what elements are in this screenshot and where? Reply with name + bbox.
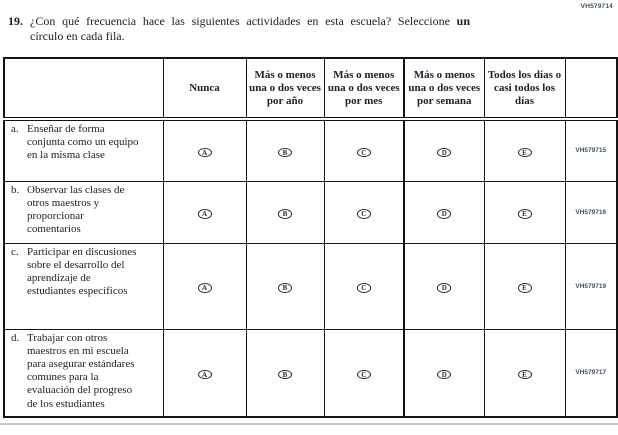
frequency-matrix-table — [3, 57, 618, 418]
form-code-top-right: VH579714 — [580, 3, 613, 10]
row-b-text: Observar las clases de otros maestros y proporcionar comentarios — [27, 183, 125, 236]
radio-b-por-semana[interactable]: D — [437, 209, 451, 219]
radio-c-por-ano[interactable]: B — [278, 283, 292, 293]
radio-b-nunca[interactable]: A — [198, 209, 212, 219]
radio-c-nunca[interactable]: A — [198, 283, 212, 293]
radio-b-por-mes[interactable]: C — [357, 209, 371, 219]
row-c-label — [4, 243, 163, 329]
code-column-header — [565, 58, 617, 119]
question-19 — [8, 14, 478, 44]
row-d-letter: d. — [11, 331, 20, 344]
table-row-d — [4, 329, 617, 417]
header-row — [4, 58, 617, 119]
row-d-text: Trabajar con otros maestros en mi escuela para asegurar estándares comunes para la evaluación del progreso de los estudiantes — [27, 331, 135, 410]
row-d-label — [4, 329, 163, 417]
question-text-before: ¿Con qué frecuencia hace las siguientes actividades en esta escuela? Seleccione — [30, 14, 450, 28]
row-b-item-code: VH579716 — [565, 181, 617, 243]
question-number: 19. — [8, 14, 23, 28]
radio-c-todos-los-dias[interactable]: E — [518, 283, 532, 293]
table-row-a — [4, 119, 617, 181]
row-b-letter: b. — [11, 183, 20, 196]
column-header-todos-los-dias: Todos los días o casi todos los días — [484, 58, 565, 119]
row-a-label — [4, 119, 163, 181]
row-c-item-code: VH579719 — [565, 243, 617, 329]
radio-b-por-ano[interactable]: B — [278, 209, 292, 219]
column-header-veces-por-mes: Más o menos una o dos veces por mes — [324, 58, 404, 119]
radio-d-por-ano[interactable]: B — [278, 370, 292, 380]
question-line-1 — [30, 14, 470, 29]
row-a-item-code: VH579715 — [565, 119, 617, 181]
row-a-letter: a. — [11, 123, 19, 135]
row-d-item-code: VH579717 — [565, 329, 617, 417]
column-header-veces-por-ano: Más o menos una o dos veces por año — [246, 58, 324, 119]
row-label-column-header — [4, 58, 163, 119]
radio-b-todos-los-dias[interactable]: E — [518, 209, 532, 219]
table-row-c — [4, 243, 617, 329]
column-header-nunca: Nunca — [163, 58, 246, 119]
radio-d-nunca[interactable]: A — [198, 370, 212, 380]
page-bottom-rule — [0, 423, 618, 425]
row-c-text: Participar en discusiones sobre el desarrollo del aprendizaje de estudiantes específicos — [27, 245, 137, 298]
row-c-letter: c. — [11, 245, 19, 258]
table-row-b — [4, 181, 617, 243]
radio-a-todos-los-dias[interactable]: E — [518, 148, 532, 158]
radio-a-nunca[interactable]: A — [198, 148, 212, 158]
question-line-2: círculo en cada fila. — [30, 29, 125, 43]
row-b-label — [4, 181, 163, 243]
radio-a-por-semana[interactable]: D — [437, 148, 451, 158]
question-text — [30, 14, 470, 44]
radio-d-por-mes[interactable]: C — [357, 370, 371, 380]
radio-a-por-ano[interactable]: B — [278, 148, 292, 158]
radio-d-todos-los-dias[interactable]: E — [518, 370, 532, 380]
radio-d-por-semana[interactable]: D — [437, 370, 451, 380]
radio-c-por-semana[interactable]: D — [437, 283, 451, 293]
row-a-text: Enseñar de forma conjunta como un equipo en la misma clase — [27, 123, 139, 162]
question-bold-word: un — [456, 14, 471, 28]
column-header-veces-por-semana: Más o menos una o dos veces por semana — [404, 58, 484, 119]
radio-a-por-mes[interactable]: C — [357, 148, 371, 158]
radio-c-por-mes[interactable]: C — [357, 283, 371, 293]
